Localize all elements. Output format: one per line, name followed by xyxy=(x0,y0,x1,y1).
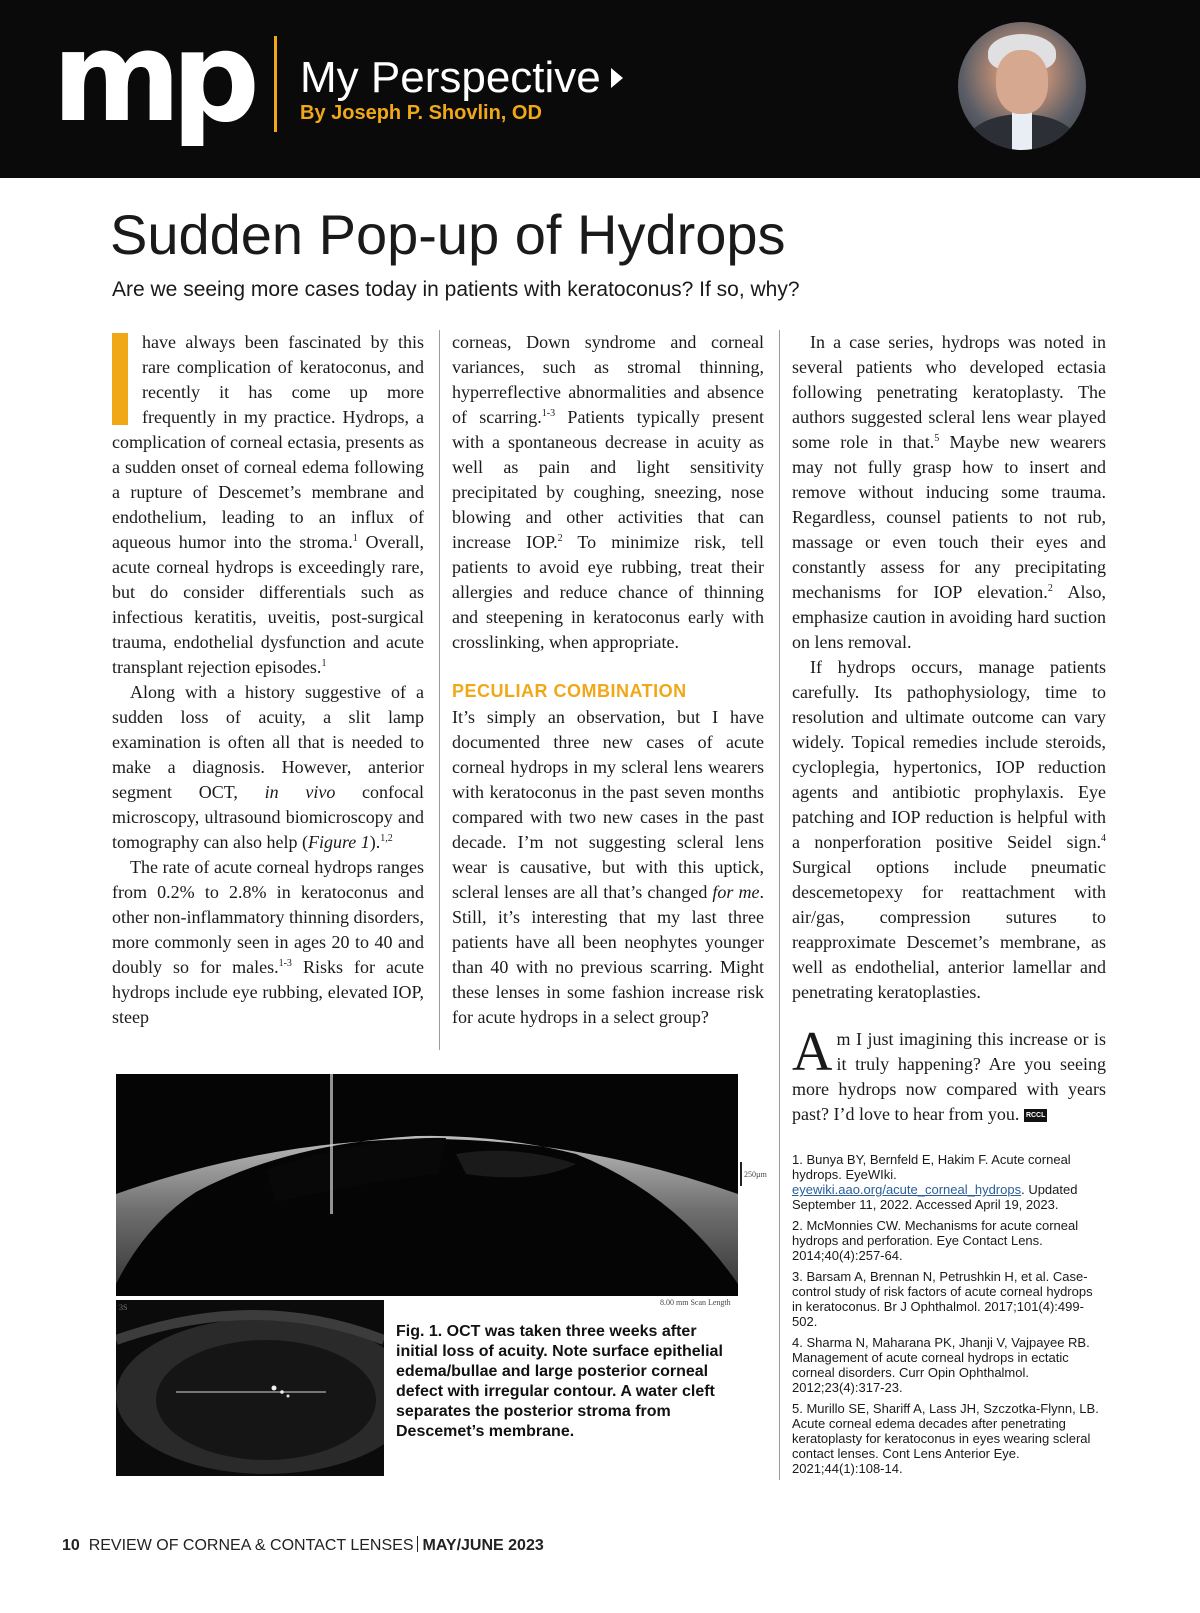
citation: 1 xyxy=(352,533,358,544)
end-mark: RCCL xyxy=(1024,1109,1047,1122)
paragraph-text: have always been fascinated by this rare complication of keratoconus, and recently it has come up more frequently in my practice. Hydrops, a complication of corneal ectasia, presents as a sudden onset of corneal edema following a rupture of Descemet’s membrane and endothelium, leading to an influx of aqueous humor into the stroma. xyxy=(112,332,424,552)
reflex-spot xyxy=(272,1386,277,1391)
citation: 2 xyxy=(557,533,563,544)
slit-lamp-graphic xyxy=(116,1300,384,1476)
posterior-defect xyxy=(266,1138,446,1202)
figure-reference: Figure 1 xyxy=(307,832,370,852)
closing-paragraph xyxy=(792,1021,1106,1127)
series-title xyxy=(300,52,623,104)
paragraph-text: Surgical options include pneumatic descemetopexy for reattachment with air/gas, compression sutures to reapproximate Descemet’s membrane, as well as endothelial, anterior lamellar and penetrating keratoplasties. xyxy=(792,857,1106,1002)
reflex-spot xyxy=(280,1390,284,1394)
reference-text: . Updated September 11, 2022. Accessed April 19, 2023. xyxy=(792,1182,1078,1212)
paragraph-text: . Still, it’s interesting that my last three patients have all been neophytes younger than 40 with no previous scarring. Might these lenses in some fashion increase risk for acute hydrops in a select group? xyxy=(452,882,765,1027)
paragraph xyxy=(452,705,764,1030)
series-title-text: My Perspective xyxy=(300,53,601,102)
paragraph-text: Along with a history suggestive of a sudden loss of acuity, a slit lamp examination is often all that is needed to make a diagnosis. However, anterior segment OCT, xyxy=(112,682,424,802)
citation: 1 xyxy=(321,658,327,669)
author-photo xyxy=(958,22,1086,150)
cornea-region xyxy=(156,1340,376,1460)
citation: 4 xyxy=(1101,833,1106,844)
reference-link[interactable]: eyewiki.aao.org/acute_corneal_hydrops xyxy=(792,1182,1022,1197)
column-1 xyxy=(112,330,424,1030)
paragraph-text: corneas, Down syndrome and corneal variances, such as stromal thinning, hyperreflective abnormalities and absence of scarring. xyxy=(452,332,764,427)
author-photo-face xyxy=(996,50,1048,114)
paragraph-text: confocal microscopy, ultrasound biomicroscopy and tomography can also help ( xyxy=(112,782,424,852)
header-banner xyxy=(0,0,1200,178)
column-rule-1 xyxy=(439,330,440,1050)
paragraph-text: If hydrops occurs, manage patients carefully. Its pathophysiology, time to resolution and ultimate outcome can vary widely. Topical remedies include steroids, cycloplegia, hypertonics, IOP reduction agents and antibiotic prophylaxis. Eye patching and IOP reduction is helpful with a nonperforation positive Seidel sign. xyxy=(792,657,1106,852)
header-divider xyxy=(274,36,277,132)
citation: 1,2 xyxy=(380,833,393,844)
paragraph-text: m I just imagining this increase or is it truly happening? Are you seeing more hydrops now compared with years past? I’d love to hear from you. xyxy=(792,1029,1106,1124)
publication-name: REVIEW OF CORNEA & CONTACT LENSES xyxy=(88,1537,414,1554)
reference-item: 2. McMonnies CW. Mechanisms for acute corneal hydrops and perforation. Eye Contact Lens. 2014;40(4):257-64. xyxy=(792,1218,1079,1263)
italic-text: for me xyxy=(712,882,760,902)
italic-text: in vivo xyxy=(264,782,336,802)
mp-logo: mp xyxy=(52,6,250,150)
corner-label: 3S xyxy=(119,1303,128,1312)
column-3 xyxy=(792,330,1106,1127)
water-cleft xyxy=(456,1151,576,1178)
drop-cap-A: A xyxy=(792,1021,833,1083)
section-subhead: PECULIAR COMBINATION xyxy=(452,681,687,701)
reflex-spot xyxy=(287,1395,290,1398)
citation: 1-3 xyxy=(541,408,556,419)
paragraph xyxy=(792,330,1106,655)
references xyxy=(792,1152,1102,1482)
author-photo-shirt xyxy=(1012,112,1032,150)
paragraph-text: Maybe new wearers may not fully grasp how to insert and remove without inducing some trauma. Regardless, counsel patients to not rub, massage or even touch their eyes and constantly assess for any precipitating mechanisms for IOP elevation. xyxy=(792,432,1106,602)
paragraph-text: It’s simply an observation, but I have documented three new cases of acute corneal hydrops in my scleral lens wearers with keratoconus in the past seven months compared with two new cases in the past decade. I’m not suggesting scleral lens wear is causative, but with this uptick, scleral lenses are all that’s changed xyxy=(452,707,764,902)
figure-caption: Fig. 1. OCT was taken three weeks after initial loss of acuity. Note surface epithelial edema/bullae and large posterior corneal defect with irregular contour. A water cleft separates the posterior stroma from Descemet’s membrane. xyxy=(396,1323,723,1440)
paragraph xyxy=(792,655,1106,1005)
scan-length-label: 8.00 mm Scan Length xyxy=(660,1298,731,1307)
issue-date: MAY/JUNE 2023 xyxy=(422,1537,544,1554)
reference-item: 4. Sharma N, Maharana PK, Jhanji V, Vajpayee RB. Management of acute corneal hydrops in ectatic corneal disorders. Curr Opin Ophthalmol. 2012;23(4):317-23. xyxy=(792,1335,1090,1395)
reflection-artifact xyxy=(330,1074,333,1214)
paragraph-text: Patients typically present with a spontaneous decrease in acuity as well as pain and light sensitivity precipitated by coughing, sneezing, nose blowing and other activities that can increase IOP. xyxy=(452,407,764,552)
article-deck: Are we seeing more cases today in patients with keratoconus? If so, why? xyxy=(112,278,800,301)
slit-lamp-image xyxy=(116,1300,384,1476)
citation: 5 xyxy=(934,433,940,444)
column-rule-2 xyxy=(779,330,780,1480)
reference-item: 5. Murillo SE, Shariff A, Lass JH, Szczotka-Flynn, LB. Acute corneal edema decades after penetrating keratoplasty for keratoconus in eyes wearing scleral contact lenses. Cont Lens Anterior Eye. 2021;44(1):108-14. xyxy=(792,1401,1099,1476)
paragraph xyxy=(112,330,424,680)
scale-bar xyxy=(740,1162,742,1186)
paragraph-text: To minimize risk, tell patients to avoid eye rubbing, treat their allergies and reduce chance of thinning and steepening in keratoconus early with crosslinking, when appropriate. xyxy=(452,532,765,652)
paragraph-text: Overall, acute corneal hydrops is exceedingly rare, but do consider differentials such as infectious keratitis, uveitis, post-surgical trauma, endothelial dysfunction and acute transplant rejection episodes. xyxy=(112,532,424,677)
citation: 2 xyxy=(1047,583,1053,594)
oct-scan-graphic xyxy=(116,1074,738,1296)
scale-label: 250µm xyxy=(744,1170,767,1179)
paragraph xyxy=(112,680,424,855)
drop-cap-I xyxy=(112,333,128,425)
paragraph-text: ). xyxy=(369,832,381,852)
paragraph xyxy=(112,855,424,1030)
footer-divider xyxy=(417,1536,418,1552)
column-2 xyxy=(452,330,764,1030)
reference-item xyxy=(792,1152,1102,1212)
citation: 1-3 xyxy=(278,958,292,969)
page-footer xyxy=(62,1536,544,1555)
paragraph-text: Risks for acute hydrops include eye rubbing, elevated IOP, steep xyxy=(112,957,424,1027)
paragraph xyxy=(452,330,764,655)
paragraph-text: In a case series, hydrops was noted in several patients who developed ectasia following penetrating keratoplasty. The authors suggested scleral lens wear played some role in that. xyxy=(792,332,1106,452)
play-arrow-icon xyxy=(611,68,623,88)
page-number: 10 xyxy=(62,1537,80,1554)
paragraph-text: The rate of acute corneal hydrops ranges from 0.2% to 2.8% in keratoconus and other non-inflammatory thinning disorders, more commonly seen in ages 20 to 40 and doubly so for males. xyxy=(112,857,424,977)
article-title: Sudden Pop-up of Hydrops xyxy=(110,203,786,266)
reference-text: 1. Bunya BY, Bernfeld E, Hakim F. Acute corneal hydrops. EyeWIki. xyxy=(792,1152,1071,1182)
paragraph-text: Also, emphasize caution in avoiding hard suction on lens removal. xyxy=(792,582,1106,652)
reference-item: 3. Barsam A, Brennan N, Petrushkin H, et al. Case-control study of risk factors of acute corneal hydrops in keratoconus. Br J Ophthalmol. 2017;101(4):499-502. xyxy=(792,1269,1093,1329)
byline: By Joseph P. Shovlin, OD xyxy=(300,102,542,124)
oct-scan-image xyxy=(116,1074,738,1296)
